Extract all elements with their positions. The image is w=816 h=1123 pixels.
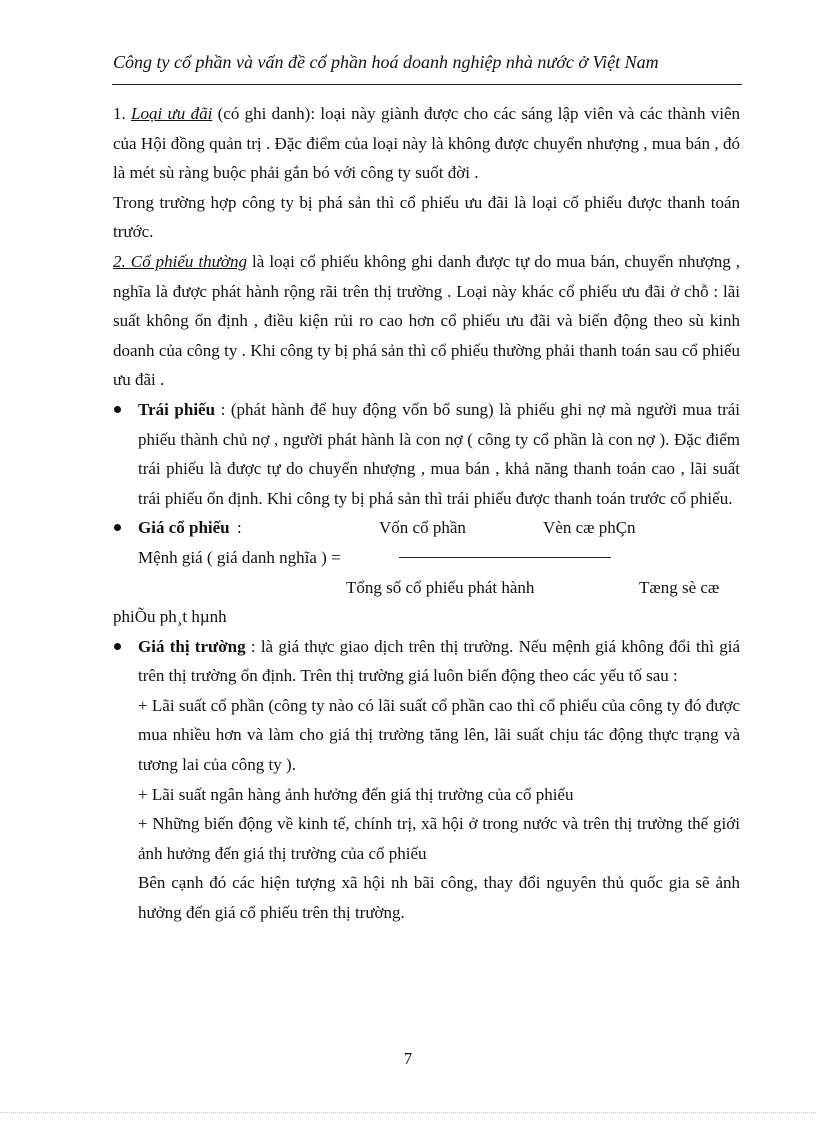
term-common: 2. Cổ phiếu thường bbox=[113, 251, 247, 271]
fraction-bar bbox=[399, 557, 611, 558]
page-bottom-border bbox=[0, 1112, 816, 1113]
header-divider bbox=[112, 84, 742, 85]
bullet-bonds bbox=[113, 395, 740, 513]
paragraph-common-shares bbox=[113, 247, 740, 395]
page-number: 7 bbox=[403, 1049, 413, 1068]
paragraph-bankruptcy: Trong trường hợp công ty bị phá sản thì cổ phiếu ưu đãi là loại cổ phiếu được thanh toán trước. bbox=[113, 192, 740, 242]
factor-bank-rate: + Lãi suất ngân hàng ảnh hưởng đến giá thị trường của cổ phiếu bbox=[138, 784, 574, 804]
preferred-text: (có ghi danh): loại này giành được cho các sáng lập viên và các thành viên của Hội đồng quản trị . Đặc điểm của loại này là không được chuyển nhượng , mua bán , đó là mét sù ràng buộc phải gắn bó với công ty suốt đời . bbox=[113, 104, 741, 183]
paragraph-preferred-shares bbox=[113, 99, 740, 188]
fraction-line-row bbox=[113, 543, 740, 573]
paragraph-closing: Bên cạnh đó các hiện tượng xã hội nh bãi công, thay đổi nguyên thủ quốc gia sẽ ảnh hưởng đến giá cổ phiếu trên thị trường. bbox=[138, 873, 740, 923]
term-share-price: Giá cổ phiếu bbox=[138, 518, 230, 538]
bullet-share-price bbox=[113, 513, 740, 543]
market-text: : là giá thực giao dịch trên thị trường. Nếu mệnh giá không đổi thì giá trên thị trường ổn định. Trên thị trường giá luôn biến động theo các yếu tố sau : bbox=[138, 636, 741, 686]
price-colon: : bbox=[237, 518, 242, 538]
fraction-denominator-garbled: Tæng sè cæ bbox=[639, 577, 720, 597]
fraction-numerator: Vốn cổ phần bbox=[379, 518, 466, 538]
term-preferred: Loại ưu đãi bbox=[131, 104, 213, 123]
common-text: là loại cổ phiếu không ghi danh được tự do mua bán, chuyển nhượng , nghĩa là được phát hành rộng rãi trên thị trường . Loại này khác cổ phiếu ưu đãi ở chỗ : lãi suất không ổn định , điều kiện rủi ro cao hơn cổ phiếu ưu đãi và biến động theo sù kinh doanh của công ty . Khi công ty bị phá sản thì cổ phiếu thường phải thanh toán sau cổ phiếu ưu đãi . bbox=[113, 251, 740, 390]
factor-macro: + Những biến động về kinh tế, chính trị, xã hội ở trong nước và trên thị trường thế giới ảnh hưởng đến giá thị trường của cổ phiếu bbox=[138, 814, 740, 863]
bond-text: : (phát hành để huy động vốn bổ sung) là phiếu ghi nợ mà người mua trái phiếu thành chủ nợ , người phát hành là con nợ ( công ty cổ phần là con nợ ). Đặc điểm trái phiếu là được tự do chuyển nhượng , mua bán , khả năng thanh toán cao , lãi suất trái phiếu ổn định. Khi công ty bị phá sản thì trái phiếu được thanh toán trước cổ phiếu. bbox=[138, 399, 740, 508]
factor-interest: + Lãi suất cổ phần (công ty nào có lãi suất cổ phần cao thì cổ phiếu của công ty đó được mua nhiều hơn và làm cho giá thị trường tăng lên, lãi suất chịu tác động thực trạng và tương lai của công ty ). bbox=[138, 695, 740, 775]
fraction-denominator: Tổng số cổ phiếu phát hành bbox=[346, 577, 535, 597]
list-number: 1. bbox=[113, 104, 126, 123]
garbled-tail: phiÕu ph¸t hµnh bbox=[113, 607, 227, 627]
running-header: Công ty cổ phần và vấn đề cổ phần hoá doanh nghiệp nhà nước ở Việt Nam bbox=[113, 52, 659, 72]
term-bond: Trái phiếu bbox=[138, 399, 216, 419]
face-value-label: Mệnh giá ( giá danh nghĩa ) = bbox=[138, 547, 341, 567]
fraction-numerator-garbled: Vèn cæ phÇn bbox=[543, 518, 636, 538]
fraction-denominator-row bbox=[113, 573, 740, 603]
bullet-market-price bbox=[113, 632, 740, 691]
page-body bbox=[113, 99, 740, 928]
term-market-price: Giá thị trường bbox=[138, 636, 246, 656]
